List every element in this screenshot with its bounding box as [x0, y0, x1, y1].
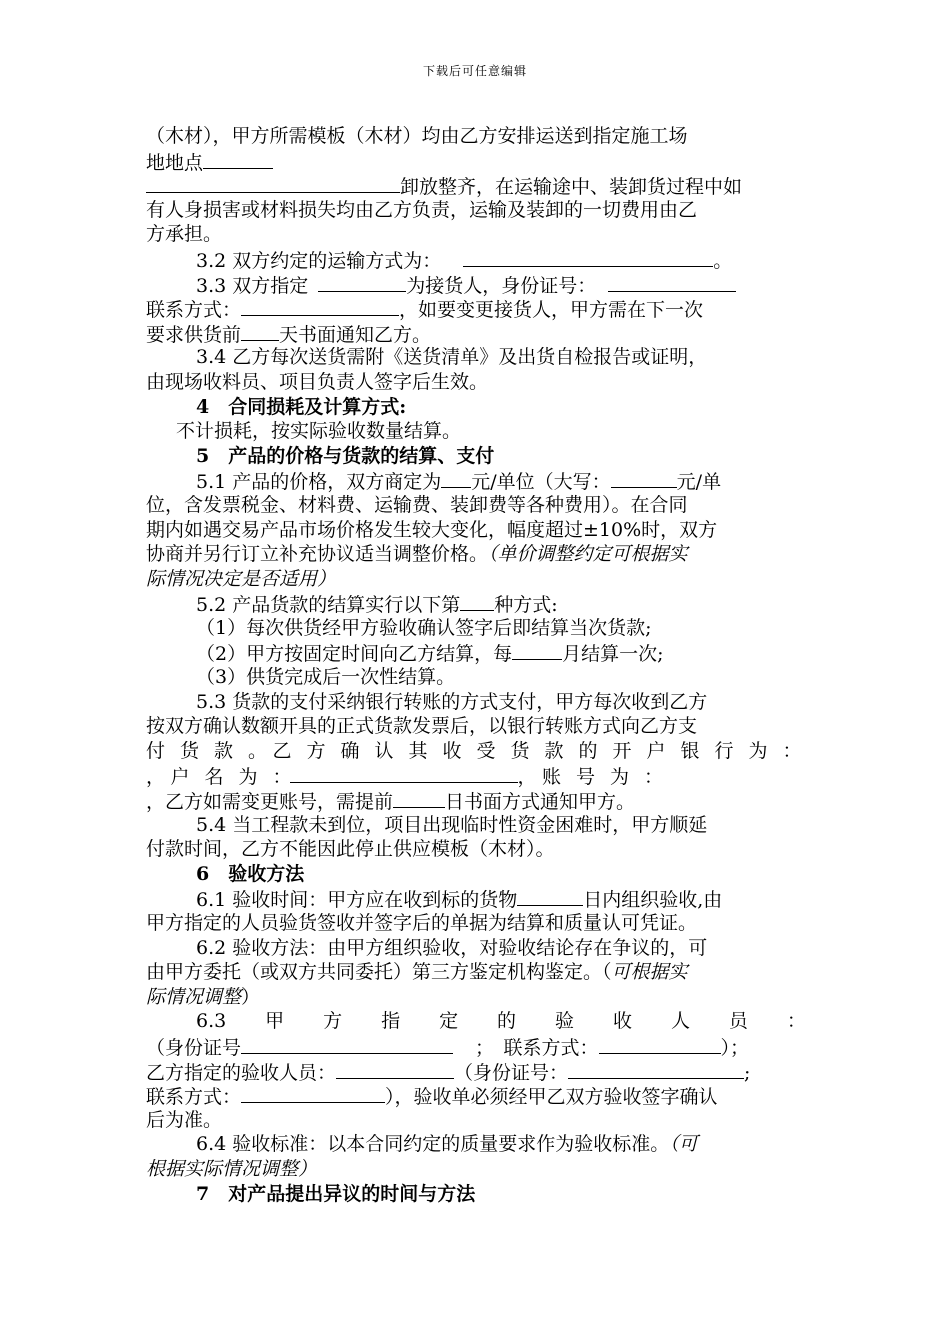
text-line: 不计损耗，按实际验收数量结算。	[176, 420, 462, 443]
section-heading: 4 合同损耗及计算方式:	[196, 395, 407, 418]
text-line: 付款时间，乙方不能因此停止供应模板（木材）。	[146, 838, 555, 861]
text-line: 有人身损害或材料损失均由乙方负责，运输及装卸的一切费用由乙	[146, 198, 698, 221]
text-line: 际情况决定是否适用）	[146, 567, 337, 590]
text-line: （木材），甲方所需模板（木材）均由乙方安排运送到指定施工场	[146, 125, 688, 147]
list-item: （2）甲方按固定时间向乙方结算，每 月结算一次;	[146, 640, 806, 665]
text-line: 地地点	[146, 149, 806, 174]
text-line: 后为准。	[146, 1108, 223, 1131]
text-line: 6.2 验收方法：由甲方组织验收，对验收结论存在争议的，可	[196, 936, 708, 959]
text-line: 按双方确认数额开具的正式货款发票后，以银行转账方式向乙方支	[146, 715, 698, 738]
text-line: 5.4 当工程款未到位，项目出现临时性资金困难时，甲方顺延	[196, 813, 708, 836]
text-line: 3.3 双方指定 为接货人，身份证号：	[146, 272, 806, 297]
text-line: 根据实际情况调整）	[146, 1157, 318, 1180]
text-line: 甲方指定的人员验货签收并签字后的单据为结算和质量认可凭证。	[146, 912, 698, 934]
list-item: （3）供货完成后一次性结算。	[196, 666, 456, 689]
text-line: 3.4 乙方每次送货需附《送货清单》及出货自检报告或证明，	[196, 346, 708, 369]
text-line: ，乙方如需变更账号，需提前 日书面方式通知甲方。	[146, 788, 806, 813]
section-heading: 6 验收方法	[196, 862, 305, 885]
text-line: 由现场收料员、项目负责人签字后生效。	[146, 370, 489, 393]
text-line: 卸放整齐，在运输途中、装卸货过程中如	[146, 173, 806, 198]
text-line: 3.2 双方约定的运输方式为： 。	[146, 247, 806, 272]
text-line: 联系方式： ），验收单必须经甲乙双方验收签字确认	[146, 1083, 806, 1108]
text-line: 6.4 验收标准：以本合同约定的质量要求作为验收标准。（可	[196, 1133, 698, 1156]
text-line: 位，含发票税金、材料费、运输费、装卸费等各种费用）。在合同	[146, 493, 688, 516]
text-line: 际情况调整）	[146, 985, 261, 1008]
text-line: 期内如遇交易产品市场价格发生较大变化，幅度超过±10%时，双方	[146, 518, 718, 541]
text-line: 6.1 验收时间：甲方应在收到标的货物 日内组织验收,由	[146, 886, 806, 911]
text-line: （身份证号 ； 联系方式： ）；	[146, 1034, 806, 1059]
list-item: （1）每次供货经甲方验收确认签字后即结算当次货款;	[196, 616, 652, 639]
document-body	[146, 124, 806, 1206]
text-line: 联系方式： ，如要变更接货人，甲方需在下一次	[146, 296, 806, 321]
text-line: 由甲方委托（或双方共同委托）第三方鉴定机构鉴定。（可根据实	[146, 961, 688, 984]
text-line: ， 户 名 为 ： ， 账 号 为 ：	[146, 763, 806, 788]
text-line: 5.2 产品货款的结算实行以下第 种方式:	[146, 591, 806, 616]
text-line-spread: 6.3 甲 方 指 定 的 验 收 人 员 ：	[196, 1010, 806, 1033]
text-line: 付 货 款 。 乙 方 确 认 其 收 受 货 款 的 开 户 银 行 为 ：	[146, 739, 800, 762]
text-line: 方承担。	[146, 223, 223, 246]
text-line: 乙方指定的验收人员： （身份证号： ;	[146, 1059, 806, 1084]
section-heading: 5 产品的价格与货款的结算、支付	[196, 444, 495, 467]
text-line: 5.3 货款的支付采纳银行转账的方式支付，甲方每次收到乙方	[196, 690, 708, 713]
text-line: 协商并另行订立补充协议适当调整价格。（单价调整约定可根据实	[146, 543, 688, 566]
page-header: 下载后可任意编辑	[422, 64, 527, 78]
text-line: 5.1 产品的价格，双方商定为 元/单位（大写： 元/单	[146, 468, 806, 493]
text-line: 要求供货前 天书面通知乙方。	[146, 321, 806, 346]
section-heading: 7 对产品提出异议的时间与方法	[196, 1182, 476, 1205]
